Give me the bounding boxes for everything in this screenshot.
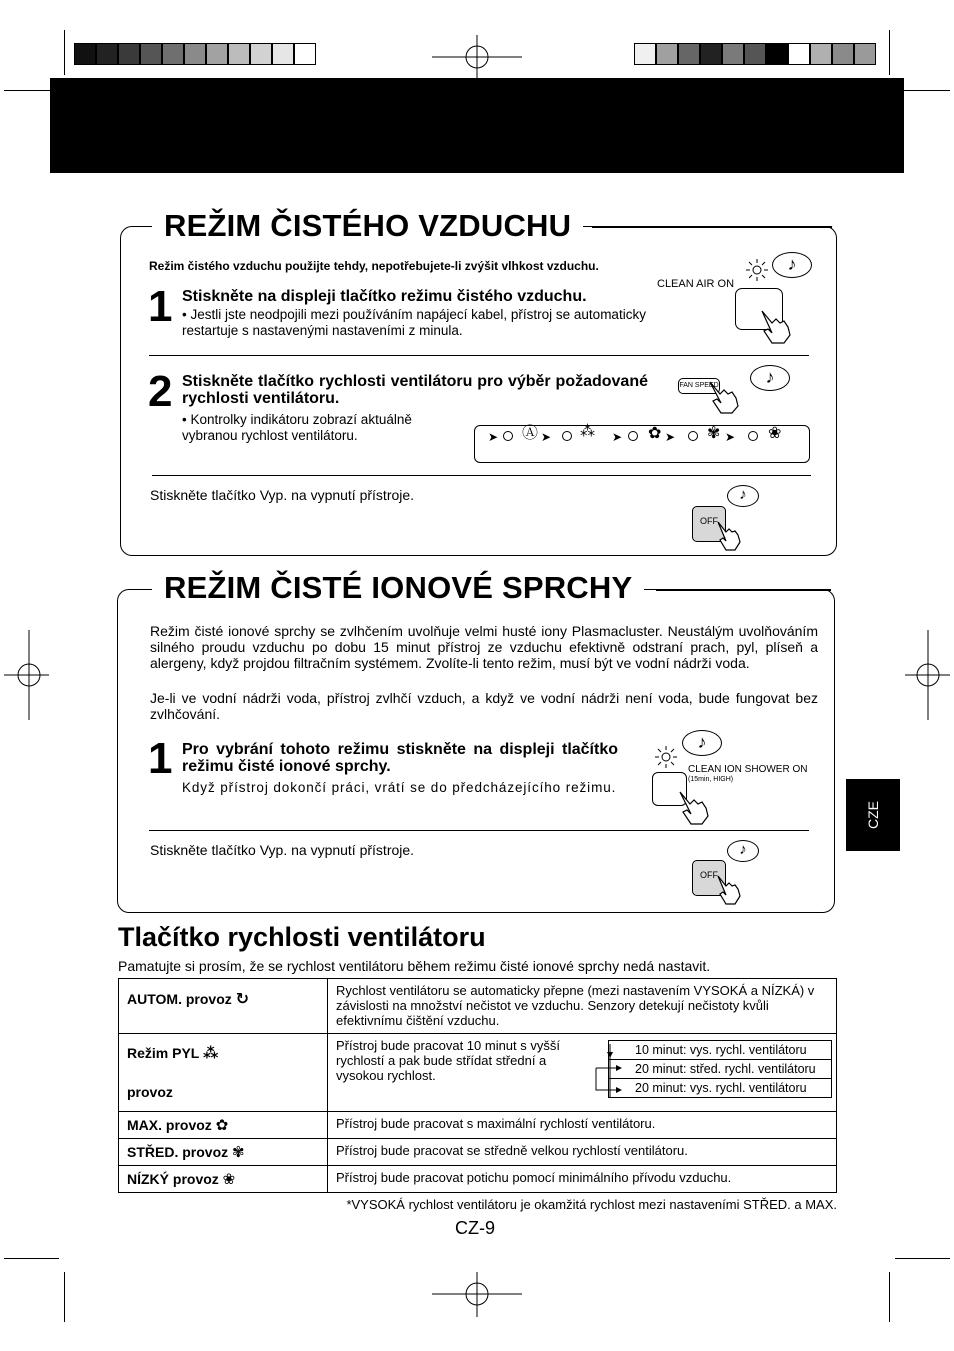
section-intro: Režim čistého vzduchu použijte tehdy, nepotřebujete-li zvýšit vlhkost vzduchu.	[149, 259, 599, 273]
table-row	[119, 1139, 837, 1166]
clean-air-on-label: CLEAN AIR ON	[657, 278, 735, 290]
mode-cell	[119, 1166, 328, 1193]
language-tab	[846, 779, 900, 851]
pressing-hand-icon	[758, 305, 796, 345]
indicator-light-icon	[654, 745, 678, 769]
max-fan-icon: ✿	[215, 1117, 229, 1134]
sound-note-icon: ♪	[682, 730, 722, 756]
section-title: Tlačítko rychlosti ventilátoru	[118, 922, 486, 952]
off-button[interactable]: OFF	[692, 506, 726, 542]
section-title: REŽIM ČISTÉ IONOVÉ SPRCHY	[152, 570, 644, 606]
mode-name: MAX. provoz	[127, 1117, 212, 1133]
divider	[149, 830, 809, 831]
step-number: 1	[148, 734, 173, 783]
off-instruction: Stiskněte tlačítko Vyp. na vypnutí přístroje.	[150, 487, 415, 503]
step-note: • Kontrolky indikátoru zobrazí aktuálně vybranou rychlost ventilátoru.	[182, 412, 412, 443]
clean-ion-shower-sub-label: (15min, HIGH)	[688, 776, 734, 783]
header-black-bar	[50, 78, 904, 173]
table-row	[119, 1166, 837, 1193]
mode-description: Přístroj bude pracovat s maximální rychlostí ventilátoru.	[328, 1112, 837, 1139]
crop-mark	[889, 1272, 890, 1322]
heading-rule	[592, 226, 832, 228]
clean-ion-shower-on-label: CLEAN ION SHOWER ON	[688, 764, 808, 775]
mode-name: Režim PYL	[127, 1045, 200, 1061]
pollen-icon: ⁂	[203, 1045, 219, 1062]
mode-description: Přístroj bude pracovat 10 minut s vyšší rychlostí a pak bude střídat střední a vysokou rychlost.	[336, 1038, 560, 1083]
divider	[152, 475, 811, 476]
step-note: Když přístroj dokončí práci, vrátí se do předcházejícího režimu.	[182, 780, 617, 795]
mode-name: STŘED. provoz	[127, 1144, 229, 1160]
section-title: REŽIM ČISTÉHO VZDUCHU	[152, 208, 583, 244]
footnote: *VYSOKÁ rychlost ventilátoru je okamžitá rychlost mezi nastaveními STŘED. a MAX.	[346, 1197, 837, 1212]
mode-name-suffix: provoz	[127, 1084, 173, 1100]
pressing-hand-icon	[678, 788, 716, 826]
step-title: Stiskněte tlačítko rychlosti ventilátoru pro výběr požadované rychlosti ventilátoru.	[182, 373, 648, 407]
sound-note-icon: ♪	[727, 840, 759, 862]
mode-cell	[119, 979, 328, 1034]
step-title: Stiskněte na displeji tlačítko režimu čistého vzduchu.	[182, 288, 587, 305]
section-paragraph: Je-li ve vodní nádrži voda, přístroj zvlhčí vzduch, a když ve vodní nádrži není voda, bude fungovat bez zvlhčování.	[150, 690, 818, 722]
sound-note-icon: ♪	[772, 252, 812, 278]
page-number: CZ-9	[455, 1218, 495, 1238]
mode-description: Přístroj bude pracovat potichu pomocí minimálního přívodu vzduchu.	[328, 1166, 837, 1193]
fan-speed-table	[118, 978, 837, 1193]
mode-description: Přístroj bude pracovat se středně velkou rychlostí ventilátoru.	[328, 1139, 837, 1166]
crop-mark	[64, 30, 65, 75]
section-paragraph: Režim čisté ionové sprchy se zvlhčením uvolňuje velmi husté iony Plasmacluster. Neustálým uvolňováním silného proudu vzduchu po dobu 15 minut přístroj ze vzduchu efektivně odstraní prach, pyl, plíseň a alergeny, když projdou filtračním systémem. Zvolíte-li tento režim, musí být ve vodní nádrži voda.	[150, 623, 818, 671]
indicator-light-icon	[745, 258, 769, 282]
pollen-cycle	[608, 1040, 832, 1098]
fan-speed-button[interactable]: FAN SPEED	[678, 378, 720, 394]
off-instruction: Stiskněte tlačítko Vyp. na vypnutí přístroje.	[150, 842, 415, 858]
section-intro: Pamatujte si prosím, že se rychlost ventilátoru během režimu čisté ionové sprchy nedá nastavit.	[118, 958, 711, 974]
mode-cell	[119, 1112, 328, 1139]
crop-mark	[895, 1258, 950, 1259]
heading-rule	[656, 589, 831, 591]
registration-mark-icon	[4, 630, 49, 720]
divider	[149, 355, 809, 356]
step-number: 2	[148, 367, 173, 416]
table-row	[119, 979, 837, 1034]
cycle-step: 20 minut: vys. rychl. ventilátoru	[635, 1081, 807, 1095]
table-row	[119, 1034, 837, 1112]
sound-note-icon: ♪	[727, 485, 759, 507]
registration-mark-icon	[905, 630, 950, 720]
pressing-hand-icon	[716, 874, 748, 906]
cycle-step: 10 minut: vys. rychl. ventilátoru	[609, 1041, 831, 1060]
language-tab-label: CZE	[865, 801, 881, 829]
cycle-arrows	[586, 1040, 636, 1104]
step-note: • Jestli jste neodpojili mezi používáním napájecí kabel, přístroj se automaticky restartuje s nastavenými nastaveními z minula.	[182, 307, 646, 338]
auto-icon: ↻	[235, 991, 250, 1008]
registration-mark-icon	[432, 1272, 522, 1317]
table-row	[119, 1112, 837, 1139]
sound-note-icon: ♪	[750, 365, 790, 391]
low-fan-icon: ❀	[222, 1171, 236, 1188]
mode-cell	[119, 1034, 328, 1112]
crop-mark	[4, 1258, 59, 1259]
mode-description-cell	[328, 1034, 837, 1112]
mode-name: AUTOM. provoz	[127, 991, 232, 1007]
med-fan-icon: ✾	[232, 1144, 245, 1161]
registration-mark-icon	[432, 35, 522, 80]
step-number: 1	[148, 282, 173, 331]
mode-name: NÍZKÝ provoz	[127, 1171, 219, 1187]
pressing-hand-icon	[716, 520, 748, 552]
pressing-hand-icon	[708, 378, 746, 414]
off-button[interactable]: OFF	[692, 860, 726, 896]
mode-description: Rychlost ventilátoru se automaticky přepne (mezi nastavením VYSOKÁ a NÍZKÁ) v závislosti na množství nečistot ve vzduchu. Senzory detekují nečistoty kvůli efektivnímu čištění vzduchu.	[328, 979, 837, 1034]
crop-mark	[64, 1272, 65, 1322]
cycle-step: 20 minut: střed. rychl. ventilátoru	[609, 1060, 831, 1079]
crop-mark	[889, 30, 890, 75]
mode-cell	[119, 1139, 328, 1166]
step-title: Pro vybrání tohoto režimu stiskněte na displeji tlačítko režimu čisté ionové sprchy.	[182, 741, 618, 775]
